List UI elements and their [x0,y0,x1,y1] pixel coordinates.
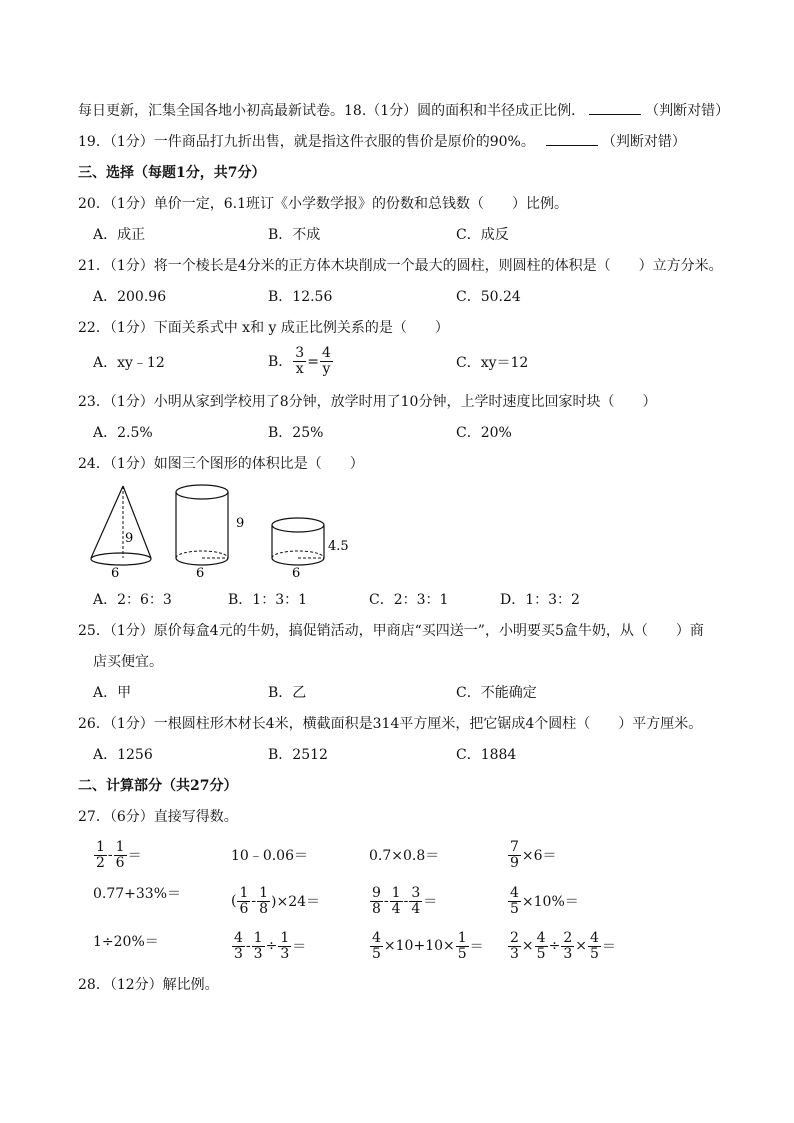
short-cylinder-height-label: 4.5 [328,539,349,554]
question-25: 25．（1分）原价每盒4元的牛奶，搞促销活动，甲商店“买四送一”，小明要买5盒牛奶，从（ ）商 [78,623,704,639]
calc-item: $\frac{1}{2}$ - $\frac{1}{6}$ ＝ [96,838,142,871]
option-c[interactable]: C．20% [456,425,512,441]
option-a[interactable]: A．1256 [93,747,153,763]
option-a[interactable]: A．xy﹣12 [93,355,165,371]
option-b[interactable]: B． $\frac{3}{x}$ = $\frac{4}{y}$ [268,345,331,377]
question-25-continued: 店买便宜。 [93,654,163,670]
option-c[interactable]: C．成反 [456,227,509,243]
question-27: 27．（6分）直接写得数。 [78,809,238,825]
calc-item: 10﹣0.06＝ [231,848,308,864]
calc-item: $\frac{7}{9}$ ×6＝ [510,838,557,871]
question-23: 23．（1分）小明从家到学校用了8分钟，放学时用了10分钟，上学时速度比回家时块（ ） [78,394,657,410]
option-b[interactable]: B．不成 [268,227,321,243]
section-heading-choice: 三、选择（每题1分，共7分） [78,165,266,181]
calc-item: ( $\frac{1}{6}$ - $\frac{1}{8}$ )×24＝ [231,884,321,917]
fraction: $\frac{3}{x}$ [295,345,305,377]
calc-item: $\frac{4}{3}$ - $\frac{1}{3}$ ÷ $\frac{1}{3}$ ＝ [234,929,307,962]
option-c[interactable]: C．50.24 [456,289,521,305]
volume-figure [85,482,375,582]
short-cylinder-figure [272,518,349,581]
tall-cylinder-height-label: 9 [236,516,245,531]
option-b[interactable]: B．12.56 [268,289,333,305]
question-20: 20．（1分）单价一定，6.1班订《小学数学报》的份数和总钱数（ ）比例。 [78,196,568,212]
option-a[interactable]: A．成正 [93,227,146,243]
option-b[interactable]: B．乙 [268,685,307,701]
question-24: 24．（1分）如图三个图形的体积比是（ ） [78,456,364,472]
option-c[interactable]: C．2：3：1 [369,592,449,608]
option-c[interactable]: C．xy＝12 [456,355,529,371]
section-heading-calculation: 二、计算部分（共27分） [78,778,238,794]
option-c[interactable]: C．不能确定 [456,685,537,701]
calc-item: $\frac{4}{5}$ ×10+10× $\frac{1}{5}$ ＝ [372,929,484,962]
question-26: 26．（1分）一根圆柱形木材长4米，横截面积是314平方厘米，把它锯成4个圆柱（ ）平方厘米。 [78,716,703,732]
cone-figure [91,486,151,581]
answer-blank[interactable] [589,100,641,115]
calc-item: $\frac{4}{5}$ ×10%＝ [510,884,579,917]
option-a[interactable]: A．200.96 [93,289,167,305]
option-d[interactable]: D．1：3：2 [500,592,580,608]
calc-item: 1÷20%＝ [93,934,159,950]
calc-item: 0.77+33%＝ [93,886,182,902]
question-19: 19．（1分）一件商品打九折出售，就是指这件衣服的售价是原价的90%。 （判断对错） [78,131,686,152]
fraction: $\frac{4}{y}$ [321,345,331,377]
tall-cylinder-diameter-label: 6 [196,566,205,581]
option-a[interactable]: A．2.5% [93,425,153,441]
calc-item: $\frac{9}{8}$ - $\frac{1}{4}$ - $\frac{3}{4}$ ＝ [372,884,438,917]
option-b[interactable]: B．1：3：1 [228,592,308,608]
option-b[interactable]: B．25% [268,425,324,441]
short-cylinder-diameter-label: 6 [292,566,301,581]
calc-item: 0.7×0.8＝ [369,848,440,864]
cone-height-label: 9 [125,531,134,546]
question-22: 22．（1分）下面关系式中 x和 y 成正比例关系的是（ ） [78,320,449,336]
cone-diameter-label: 6 [111,566,120,581]
option-c[interactable]: C．1884 [456,747,517,763]
option-a[interactable]: A．甲 [93,685,132,701]
tall-cylinder-figure [176,485,244,581]
option-b[interactable]: B．2512 [268,747,328,763]
answer-blank[interactable] [546,131,598,146]
option-a[interactable]: A．2：6：3 [93,592,172,608]
calc-item: $\frac{2}{3}$ × $\frac{4}{5}$ ÷ $\frac{2}{3}$ × $\frac{4}{5}$ ＝ [510,929,616,962]
question-18: 每日更新，汇集全国各地小初高最新试卷。18.（1分）圆的面积和半径成正比例． （判断对错） [78,100,729,121]
question-28: 28．（12分）解比例。 [78,977,219,993]
question-21: 21．（1分）将一个棱长是4分米的正方体木块削成一个最大的圆柱，则圆柱的体积是（ ）立方分米。 [78,258,723,274]
